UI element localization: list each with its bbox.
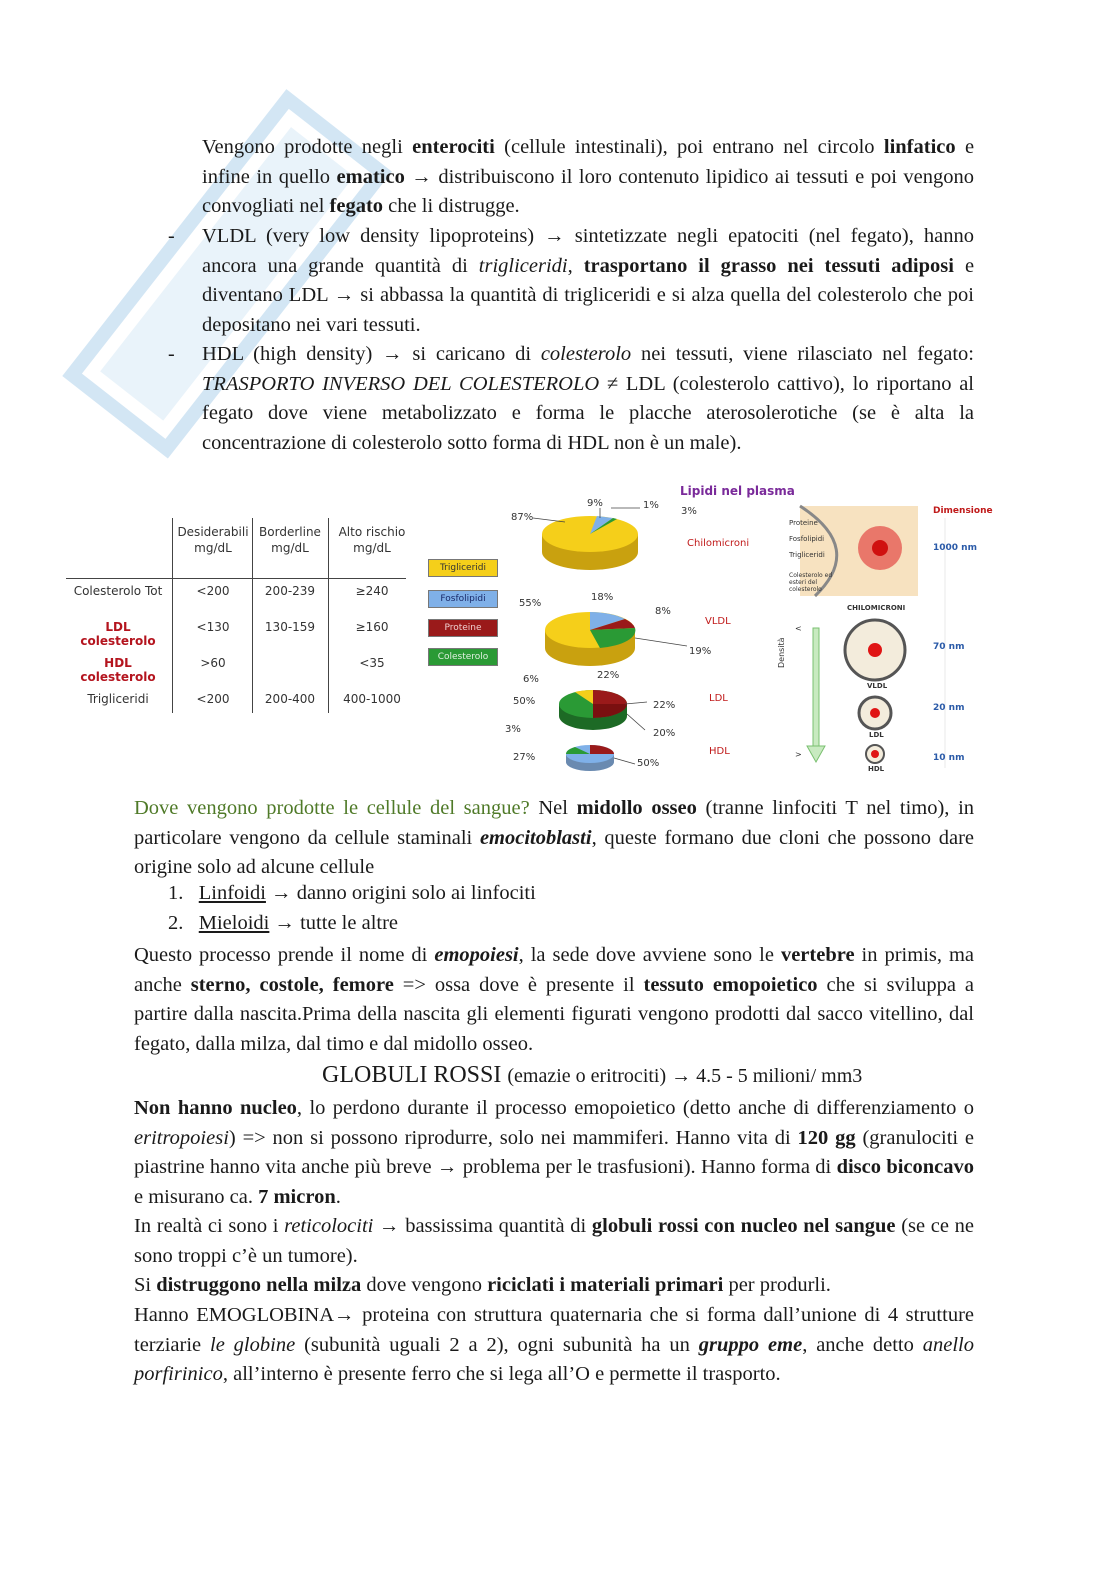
structure-label: Proteine bbox=[789, 519, 818, 527]
pct-label: 22% bbox=[597, 670, 620, 681]
table-cell: 400-1000 bbox=[343, 692, 401, 706]
class-label: LDL bbox=[709, 693, 728, 704]
blood-cells-paragraph: Dove vengono prodotte le cellule del sangue? Nel midollo osseo (tranne linfociti T nel timo), in particolare vengono da cellule staminali emocitoblasti, queste formano due cloni che possono dare origine solo ad alcune cellule bbox=[134, 797, 975, 879]
pct-label: 20% bbox=[653, 728, 676, 739]
section-heading: GLOBULI ROSSI (emazie o eritrociti) → 4.5 - 5 milioni/ mm3 bbox=[322, 1062, 863, 1088]
pct-label: 8% bbox=[655, 606, 671, 617]
bullet-dash: - bbox=[168, 343, 175, 365]
legend-proteins: Proteine bbox=[428, 619, 498, 637]
table-header: Borderline mg/dL bbox=[259, 525, 321, 555]
density-greater-sign: > bbox=[795, 750, 802, 759]
cholesterol-reference-table bbox=[66, 518, 411, 718]
dimension-value: 20 nm bbox=[933, 703, 965, 713]
density-less-sign: < bbox=[795, 624, 802, 633]
density-label: Densità bbox=[777, 637, 786, 668]
table-cell: ≥240 bbox=[355, 584, 389, 598]
legend-triglycerides: Trigliceridi bbox=[428, 559, 498, 577]
hemoglobin-paragraph: Hanno EMOGLOBINA→ proteina con struttura quaternaria che si forma dall’unione di 4 strutture terziarie le globine (subunità uguali 2 a 2), ogni subunità ha un gruppo eme, anche detto anello porfirinico, all’interno è presente ferro che si lega all’O e permette il trasporto. bbox=[134, 1304, 974, 1386]
dimension-value: 10 nm bbox=[933, 753, 965, 763]
pct-label: 3% bbox=[505, 724, 521, 735]
table-header: Alto rischio mg/dL bbox=[338, 525, 406, 555]
question-text: Dove vengono prodotte le cellule del sangue? bbox=[134, 797, 530, 819]
bullet-dash: - bbox=[168, 225, 175, 247]
spleen-paragraph: Si distruggono nella milza dove vengono riciclati i materiali primari per produrli. bbox=[134, 1274, 831, 1296]
table-cell: 200-400 bbox=[264, 692, 316, 706]
particle-label: LDL bbox=[869, 731, 884, 739]
pct-label: 3% bbox=[681, 506, 697, 517]
table-cell: <130 bbox=[196, 620, 230, 634]
pct-label: 9% bbox=[587, 498, 603, 509]
figure-title: Lipidi nel plasma bbox=[680, 484, 795, 498]
pct-label: 22% bbox=[653, 700, 676, 711]
pct-label: 1% bbox=[643, 500, 659, 511]
pie-chylomicrons bbox=[542, 516, 638, 570]
pct-label: 18% bbox=[591, 592, 614, 603]
table-cell: <200 bbox=[196, 692, 230, 706]
table-cell: 130-159 bbox=[264, 620, 316, 634]
dimension-value: 70 nm bbox=[933, 642, 965, 652]
hematopoiesis-paragraph: Questo processo prende il nome di emopoiesi, la sede dove avviene sono le vertebre in primis, ma anche sterno, costole, femore => ossa dove è presente il tessuto emopoietico che si sviluppa a partire dalla nascita.Prima della nascita gli elementi figurati vengono prodotti dal sacco vitellino, dal fegato, dalla milza, dal timo e dal midollo osseo. bbox=[134, 944, 975, 1055]
structure-label: Fosfolipidi bbox=[789, 535, 825, 543]
legend-phospholipids: Fosfolipidi bbox=[428, 590, 498, 608]
table-header: Desiderabili mg/dL bbox=[177, 525, 249, 555]
reticulocyte-paragraph: In realtà ci sono i reticolociti → bassissima quantità di globuli rossi con nucleo nel sangue (se ce ne sono troppi c’è un tumore). bbox=[134, 1215, 974, 1267]
pct-label: 50% bbox=[637, 758, 660, 769]
pie-ldl bbox=[559, 690, 627, 730]
pct-label: 6% bbox=[523, 674, 539, 685]
pct-label: 87% bbox=[511, 512, 534, 523]
pct-label: 50% bbox=[513, 696, 536, 707]
dimension-title: Dimensione bbox=[933, 506, 993, 516]
class-label: VLDL bbox=[705, 616, 731, 627]
rbc-paragraph: Non hanno nucleo, lo perdono durante il processo emopoietico (detto anche di differenziamento o eritropoiesi) => non si possono riprodurre, solo nei mammiferi. Hanno vita di 120 gg (granulociti e piastrine hanno vita anche più breve → problema per le trasfusioni). Hanno forma di disco biconcavo e misurano ca. 7 micron. bbox=[134, 1097, 975, 1208]
particle-label: CHILOMICRONI bbox=[847, 604, 906, 612]
table-cell: ≥160 bbox=[355, 620, 389, 634]
structure-label: Trigliceridi bbox=[789, 551, 825, 559]
table-row-label: Trigliceridi bbox=[87, 692, 149, 706]
list-item: 1. Linfoidi → danno origini solo ai linfociti bbox=[168, 882, 536, 904]
chylomicron-paragraph: Vengono prodotte negli enterociti (cellule intestinali), poi entrano nel circolo linfatico e infine in quello ematico → distribuiscono il loro contenuto lipidico ai tessuti e poi vengono convogliati nel fegato che li distrugge. bbox=[202, 136, 975, 218]
pct-label: 55% bbox=[519, 598, 542, 609]
list-item: 2. Mieloidi → tutte le altre bbox=[168, 912, 399, 934]
vldl-paragraph: VLDL (very low density lipoproteins) → sintetizzate negli epatociti (nel fegato), hanno ancora una grande quantità di trigliceridi, trasportano il grasso nei tessuti adiposi e diventano LDL → si abbassa la quantità di trigliceridi e si alza quella del colesterolo che poi depositano nei vari tessuti. bbox=[202, 225, 975, 336]
table-cell: <200 bbox=[196, 584, 230, 598]
table-row-label: LDL colesterolo bbox=[80, 620, 156, 648]
table-row-label: HDL colesterolo bbox=[80, 656, 156, 684]
table-cell: <35 bbox=[359, 656, 385, 670]
table-cell: >60 bbox=[200, 656, 226, 670]
table-row-label: Colesterolo Tot bbox=[73, 584, 163, 598]
particle-label: VLDL bbox=[867, 682, 888, 690]
table-cell: 200-239 bbox=[264, 584, 316, 598]
legend-cholesterol: Colesterolo bbox=[428, 648, 498, 666]
lipid-plasma-figure bbox=[425, 478, 1000, 778]
structure-label: Colesterolo ed esteri del colesterolo bbox=[789, 572, 833, 593]
pie-hdl bbox=[566, 745, 614, 771]
class-label: Chilomicroni bbox=[687, 538, 750, 549]
dimension-value: 1000 nm bbox=[933, 543, 977, 553]
pct-label: 19% bbox=[689, 646, 712, 657]
pct-label: 27% bbox=[513, 752, 536, 763]
class-label: HDL bbox=[709, 746, 730, 757]
pie-vldl bbox=[545, 612, 635, 666]
particle-label: HDL bbox=[868, 765, 885, 773]
hdl-paragraph: HDL (high density) → si caricano di colesterolo nei tessuti, viene rilasciato nel fegato: TRASPORTO INVERSO DEL COLESTEROLO ≠ LDL (colesterolo cattivo), lo riportano al fegato dove viene metabolizzato e forma le placche aterosolerotiche (se è alta la concentrazione di colesterolo sotto forma di HDL non è un male). bbox=[202, 343, 975, 454]
